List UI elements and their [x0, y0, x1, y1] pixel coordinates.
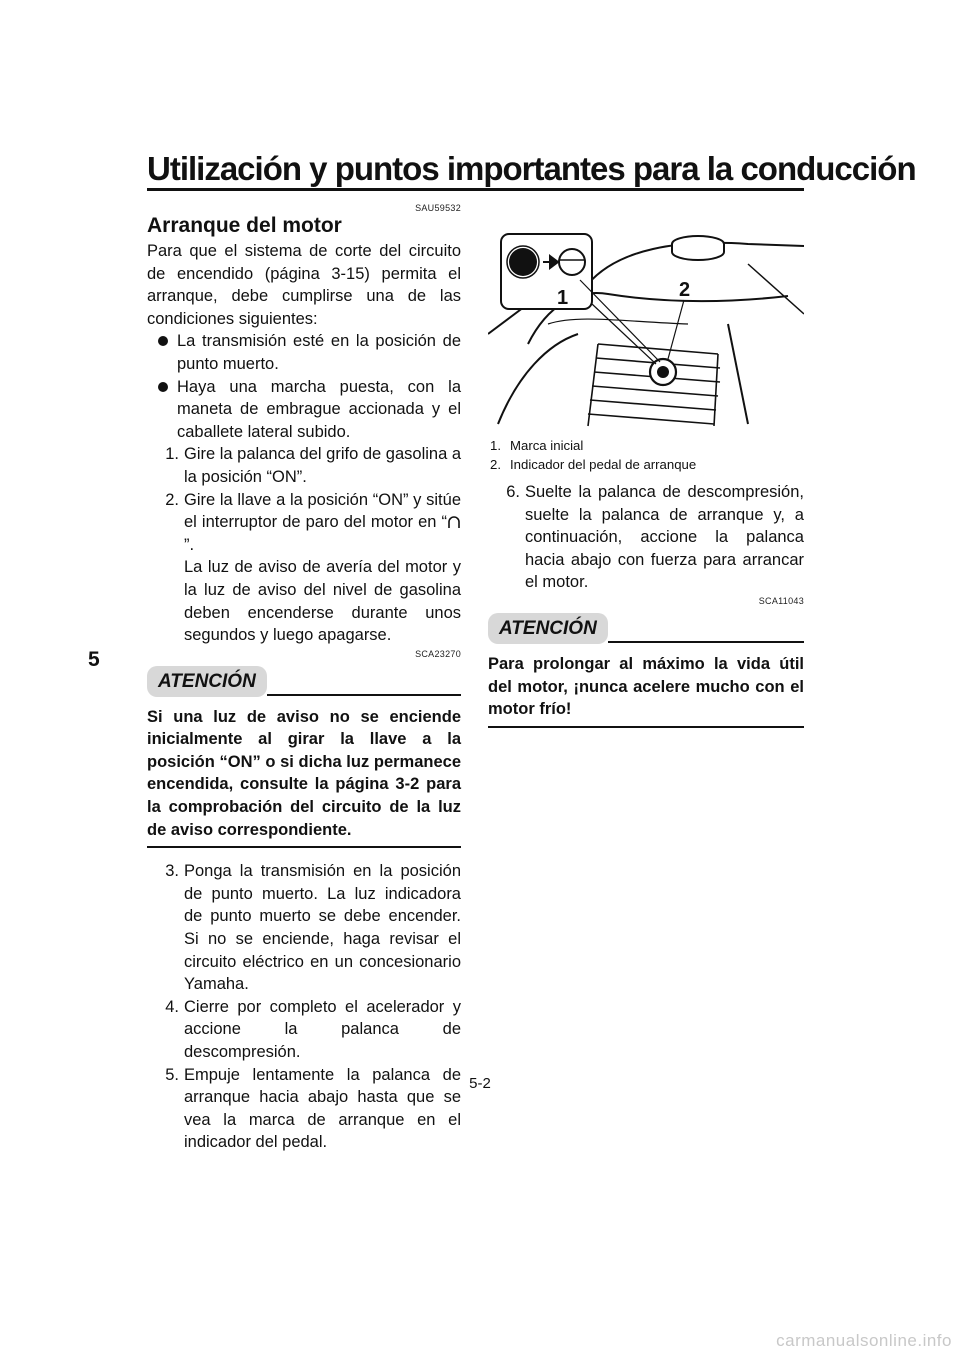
warning-header	[147, 666, 461, 700]
caption-number: 2.	[490, 457, 501, 472]
page-number: 5-2	[469, 1075, 491, 1092]
step-text: Empuje lentamente la palanca de arranque hacia abajo hasta que se vea la marca de arranque en el indicador del pedal.	[184, 1065, 461, 1152]
step-item	[488, 481, 804, 594]
caption-item	[488, 455, 804, 474]
step-text	[184, 489, 461, 557]
right-column	[488, 190, 804, 728]
warning-bottom-rule	[147, 846, 461, 848]
step-number: 2.	[165, 490, 179, 509]
chapter-tab-number: 5	[88, 648, 100, 671]
reference-code: SAU59532	[415, 203, 461, 213]
warning-bottom-rule	[488, 726, 804, 728]
step-number: 1.	[165, 445, 179, 464]
step-number: 4.	[165, 997, 179, 1016]
warning-rule	[608, 641, 804, 643]
step-item	[147, 489, 461, 647]
figure-captions	[488, 436, 804, 474]
step-text-part: Gire la llave a la posición “ON” y sitúe el interruptor de paro del motor en “	[184, 490, 461, 532]
step-text-part: ”.	[184, 535, 195, 554]
caption-text: Indicador del pedal de arranque	[510, 457, 697, 472]
step-text: Cierre por completo el acelerador y accione la palanca de descompresión.	[184, 997, 461, 1061]
intro-paragraph: Para que el sistema de corte del circuito de encendido (página 3-15) permita el arranque, debe cumplirse una de las condiciones siguientes:	[147, 242, 461, 328]
step-item	[147, 996, 461, 1064]
warning-box	[488, 613, 804, 728]
caption-text: Marca inicial	[510, 438, 584, 453]
step-item	[147, 443, 461, 488]
reference-code: SCA11043	[758, 595, 804, 606]
step-item	[147, 860, 461, 996]
kickstart-indicator-illustration	[488, 204, 804, 436]
bullet-item	[147, 376, 461, 444]
step-number: 5.	[165, 1065, 179, 1084]
engine-run-switch-icon	[447, 515, 461, 529]
figure-label-2: 2	[679, 279, 691, 301]
step-note: La luz de aviso de avería del motor y la luz de aviso del nivel de gasolina deben encenderse durante unos segundos y luego apagarse.	[184, 558, 461, 645]
warning-label: ATENCIÓN	[147, 666, 267, 697]
caption-number: 1.	[490, 438, 501, 453]
bullet-item	[147, 330, 461, 375]
caption-item	[488, 436, 804, 455]
warning-box	[147, 666, 461, 849]
step-text: Gire la palanca del grifo de gasolina a la posición “ON”.	[184, 445, 462, 486]
reference-code: SCA23270	[415, 648, 461, 659]
warning-text: Para prolongar al máximo la vida útil del motor, ¡nunca acelere mucho con el motor frío!	[488, 654, 804, 719]
bullet-dot-icon	[158, 382, 168, 392]
warning-text: Si una luz de aviso no se enciende inicialmente al girar la llave a la posición “ON” o si dicha luz permanece encendida, consulte la página 3-2 para la comprobación del circuito de la luz de aviso correspondiente.	[147, 707, 461, 839]
warning-label: ATENCIÓN	[488, 613, 608, 644]
bullet-text: La transmisión esté en la posición de punto muerto.	[177, 332, 461, 373]
step-text: Suelte la palanca de descompresión, suelte la palanca de arranque y, a continuación, accione la palanca hacia abajo con fuerza para arrancar el motor.	[525, 483, 804, 592]
page-title: Utilización y puntos importantes para la conducción	[147, 150, 916, 187]
left-column	[147, 203, 461, 1154]
figure-label-1: 1	[557, 287, 569, 309]
watermark-text: carmanualsonline.info	[776, 1331, 952, 1350]
bullet-dot-icon	[158, 336, 168, 346]
engine-figure	[488, 204, 804, 436]
bullet-text: Haya una marcha puesta, con la maneta de embrague accionada y el caballete lateral subido.	[177, 377, 461, 441]
warning-rule	[267, 694, 461, 696]
step-number: 3.	[165, 862, 179, 881]
step-text: Ponga la transmisión en la posición de punto muerto. La luz indicadora de punto muerto se debe encender. Si no se enciende, haga revisar el circuito eléctrico en un concesionario Yamaha.	[184, 862, 461, 994]
warning-header	[488, 613, 804, 647]
section-title: Arranque del motor	[147, 214, 342, 237]
step-number: 6.	[506, 483, 520, 501]
